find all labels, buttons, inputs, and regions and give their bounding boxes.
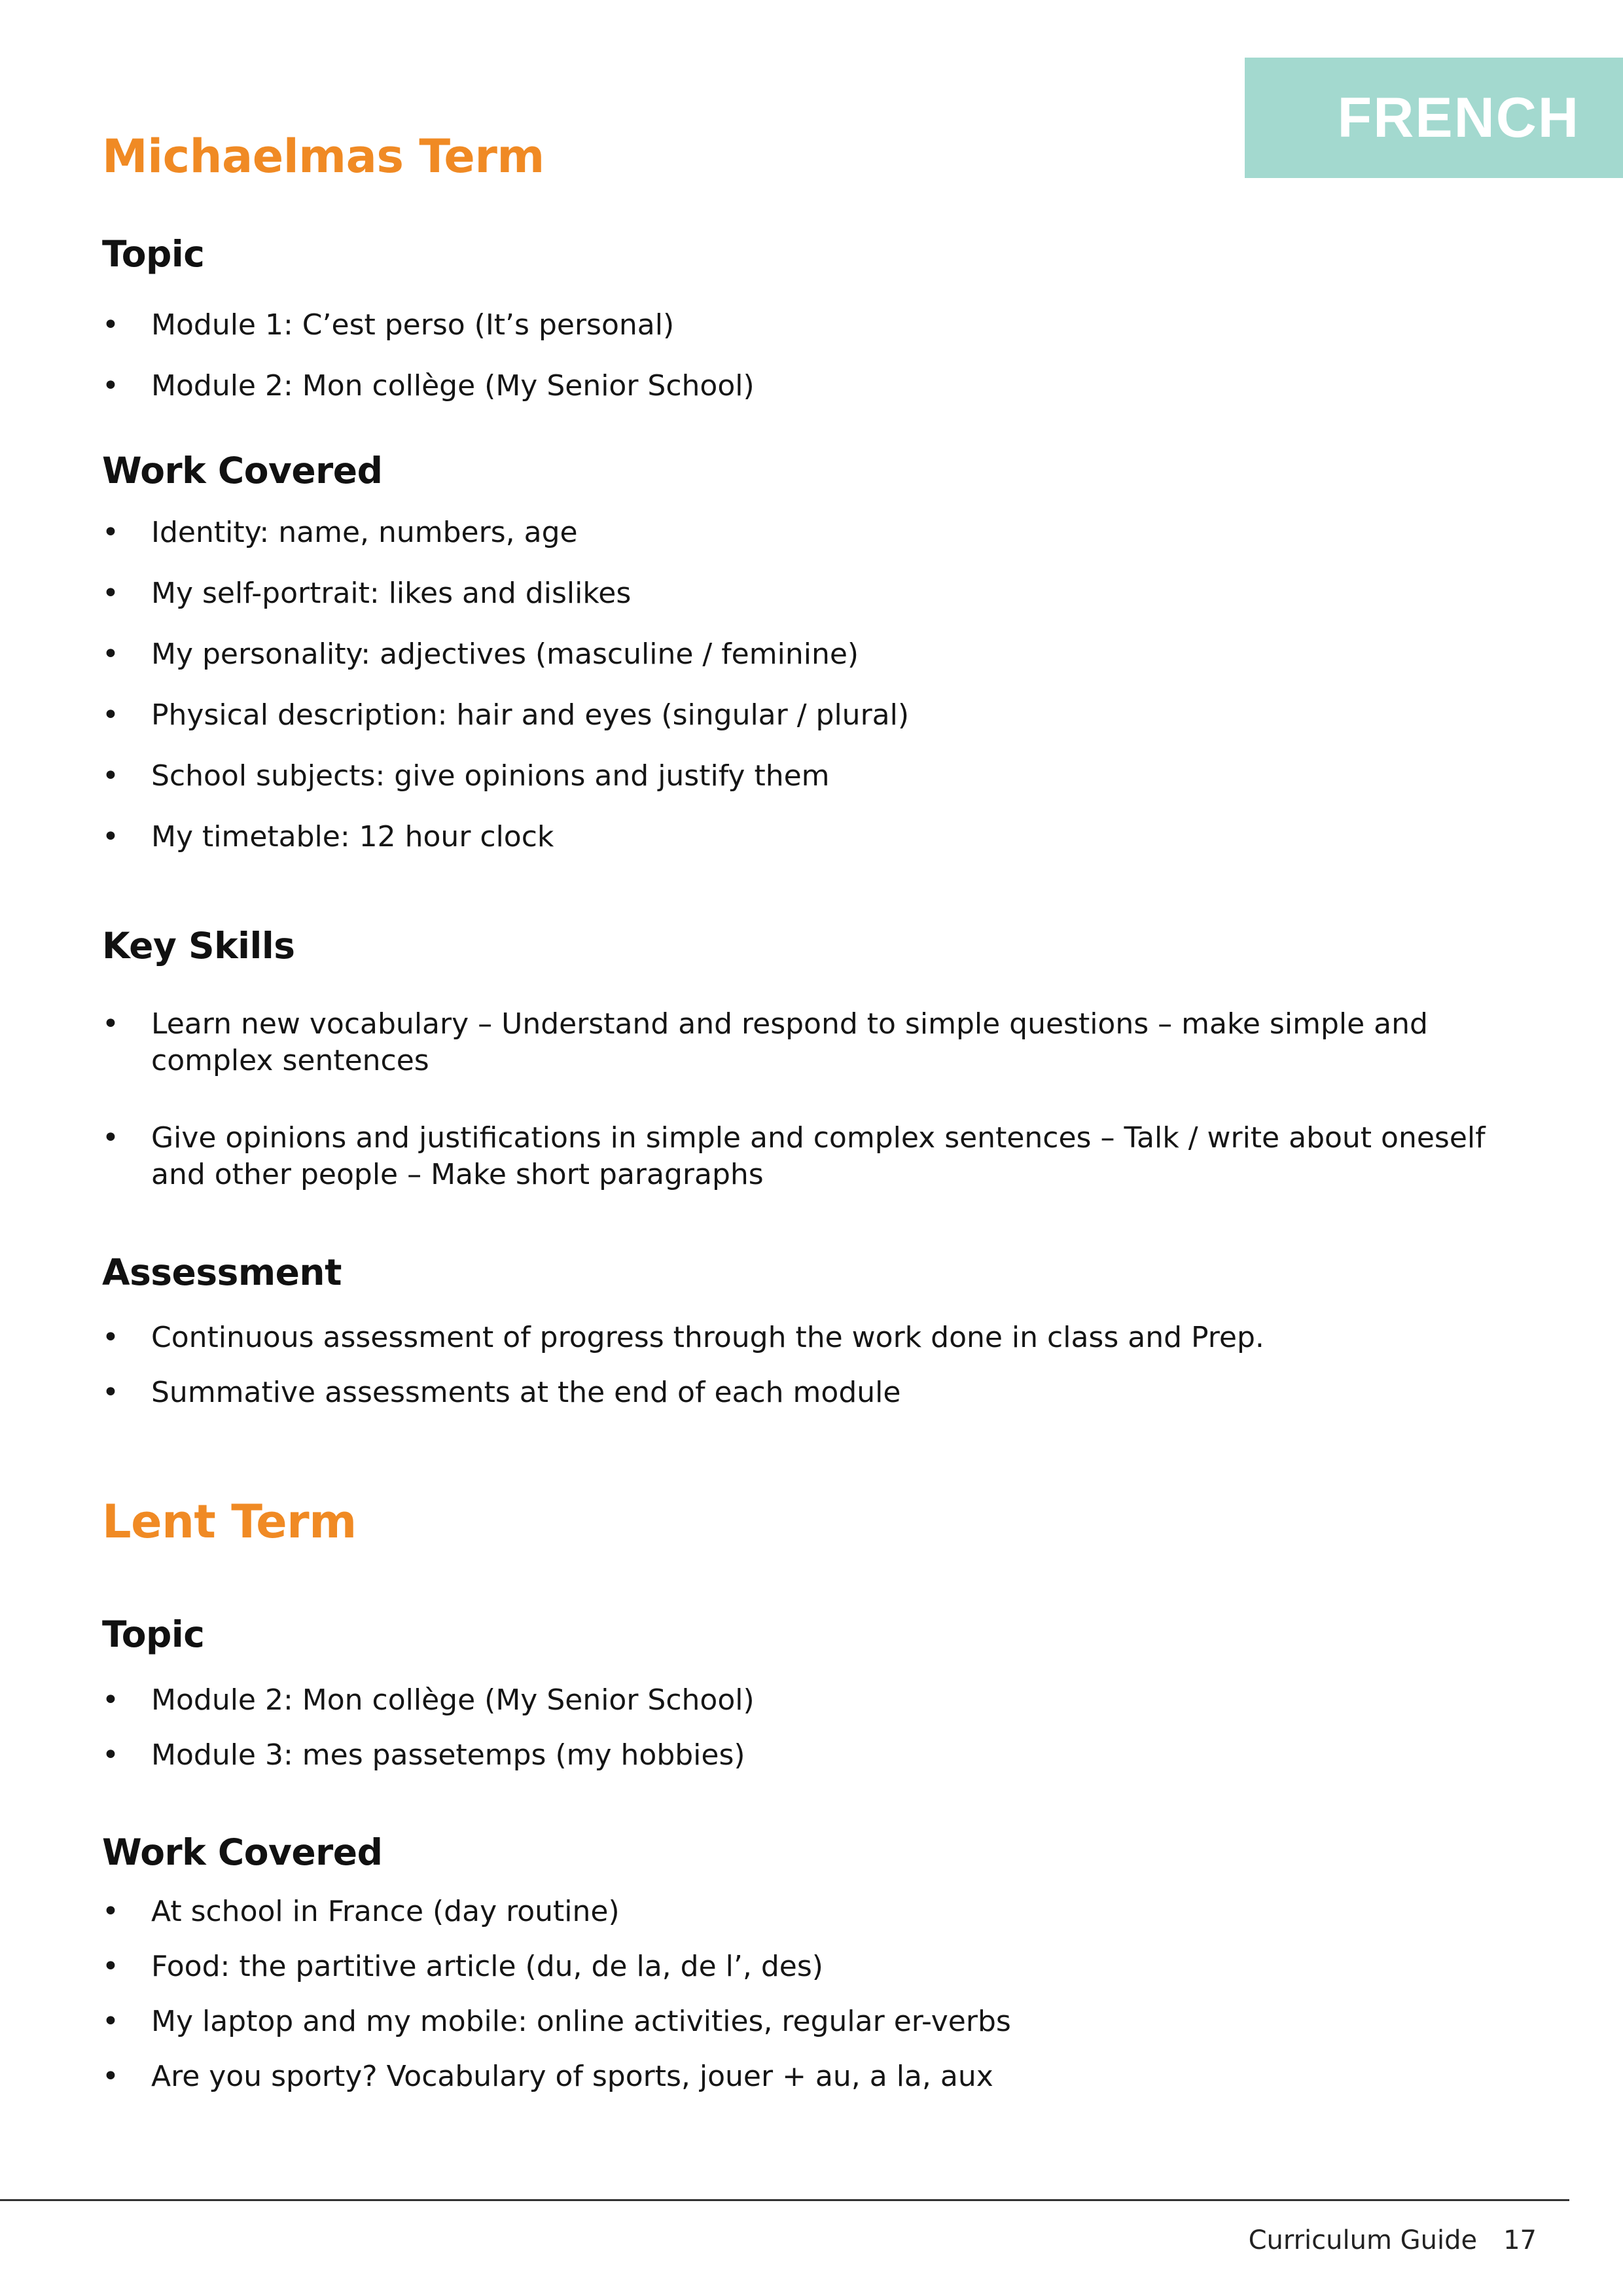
footer-divider (0, 2199, 1569, 2201)
list-item: • Summative assessments at the end of each module (102, 1374, 1542, 1411)
michaelmas-work-heading: Work Covered (102, 450, 383, 492)
list-item: • Module 1: C’est perso (It’s personal) (102, 307, 1542, 344)
list-item: • Food: the partitive article (du, de la, de l’, des) (102, 1948, 1542, 1985)
list-item: • School subjects: give opinions and justify them (102, 758, 1542, 795)
michaelmas-topic-list (102, 307, 1542, 429)
footer (1249, 2225, 1537, 2255)
list-item: • Give opinions and justifications in simple and complex sentences – Talk / write about oneself and other people – Make short paragraphs (102, 1120, 1542, 1193)
list-item: • Identity: name, numbers, age (102, 514, 1542, 551)
list-item: • My laptop and my mobile: online activities, regular er-verbs (102, 2003, 1542, 2040)
list-item: • My self-portrait: likes and dislikes (102, 575, 1542, 612)
lent-term-title: Lent Term (102, 1495, 357, 1549)
list-item: • Module 3: mes passetemps (my hobbies) (102, 1737, 1542, 1774)
michaelmas-assessment-heading: Assessment (102, 1251, 342, 1293)
michaelmas-skills-heading: Key Skills (102, 925, 295, 967)
lent-work-list (102, 1893, 1542, 2113)
lent-topic-heading: Topic (102, 1613, 205, 1655)
list-item: • Physical description: hair and eyes (singular / plural) (102, 697, 1542, 734)
subject-label: FRENCH (1337, 86, 1580, 149)
subject-tab (1245, 58, 1623, 178)
lent-topic-list (102, 1682, 1542, 1792)
list-item: • Learn new vocabulary – Understand and respond to simple questions – make simple and complex sentences (102, 1006, 1542, 1079)
lent-work-heading: Work Covered (102, 1831, 383, 1873)
list-item: • Module 2: Mon collège (My Senior School) (102, 368, 1542, 404)
footer-guide-label: Curriculum Guide (1248, 2225, 1478, 2255)
list-item: • My personality: adjectives (masculine / feminine) (102, 636, 1542, 673)
list-item: • At school in France (day routine) (102, 1893, 1542, 1930)
michaelmas-term-title: Michaelmas Term (102, 130, 544, 183)
list-item: • My timetable: 12 hour clock (102, 819, 1542, 855)
michaelmas-work-list (102, 514, 1542, 880)
page-number: 17 (1503, 2225, 1537, 2255)
michaelmas-topic-heading: Topic (102, 233, 205, 275)
list-item: • Module 2: Mon collège (My Senior School) (102, 1682, 1542, 1719)
list-item: • Are you sporty? Vocabulary of sports, jouer + au, a la, aux (102, 2058, 1542, 2095)
list-item: • Continuous assessment of progress through the work done in class and Prep. (102, 1319, 1542, 1356)
michaelmas-assessment-list (102, 1319, 1542, 1429)
michaelmas-skills-list (102, 1006, 1542, 1234)
